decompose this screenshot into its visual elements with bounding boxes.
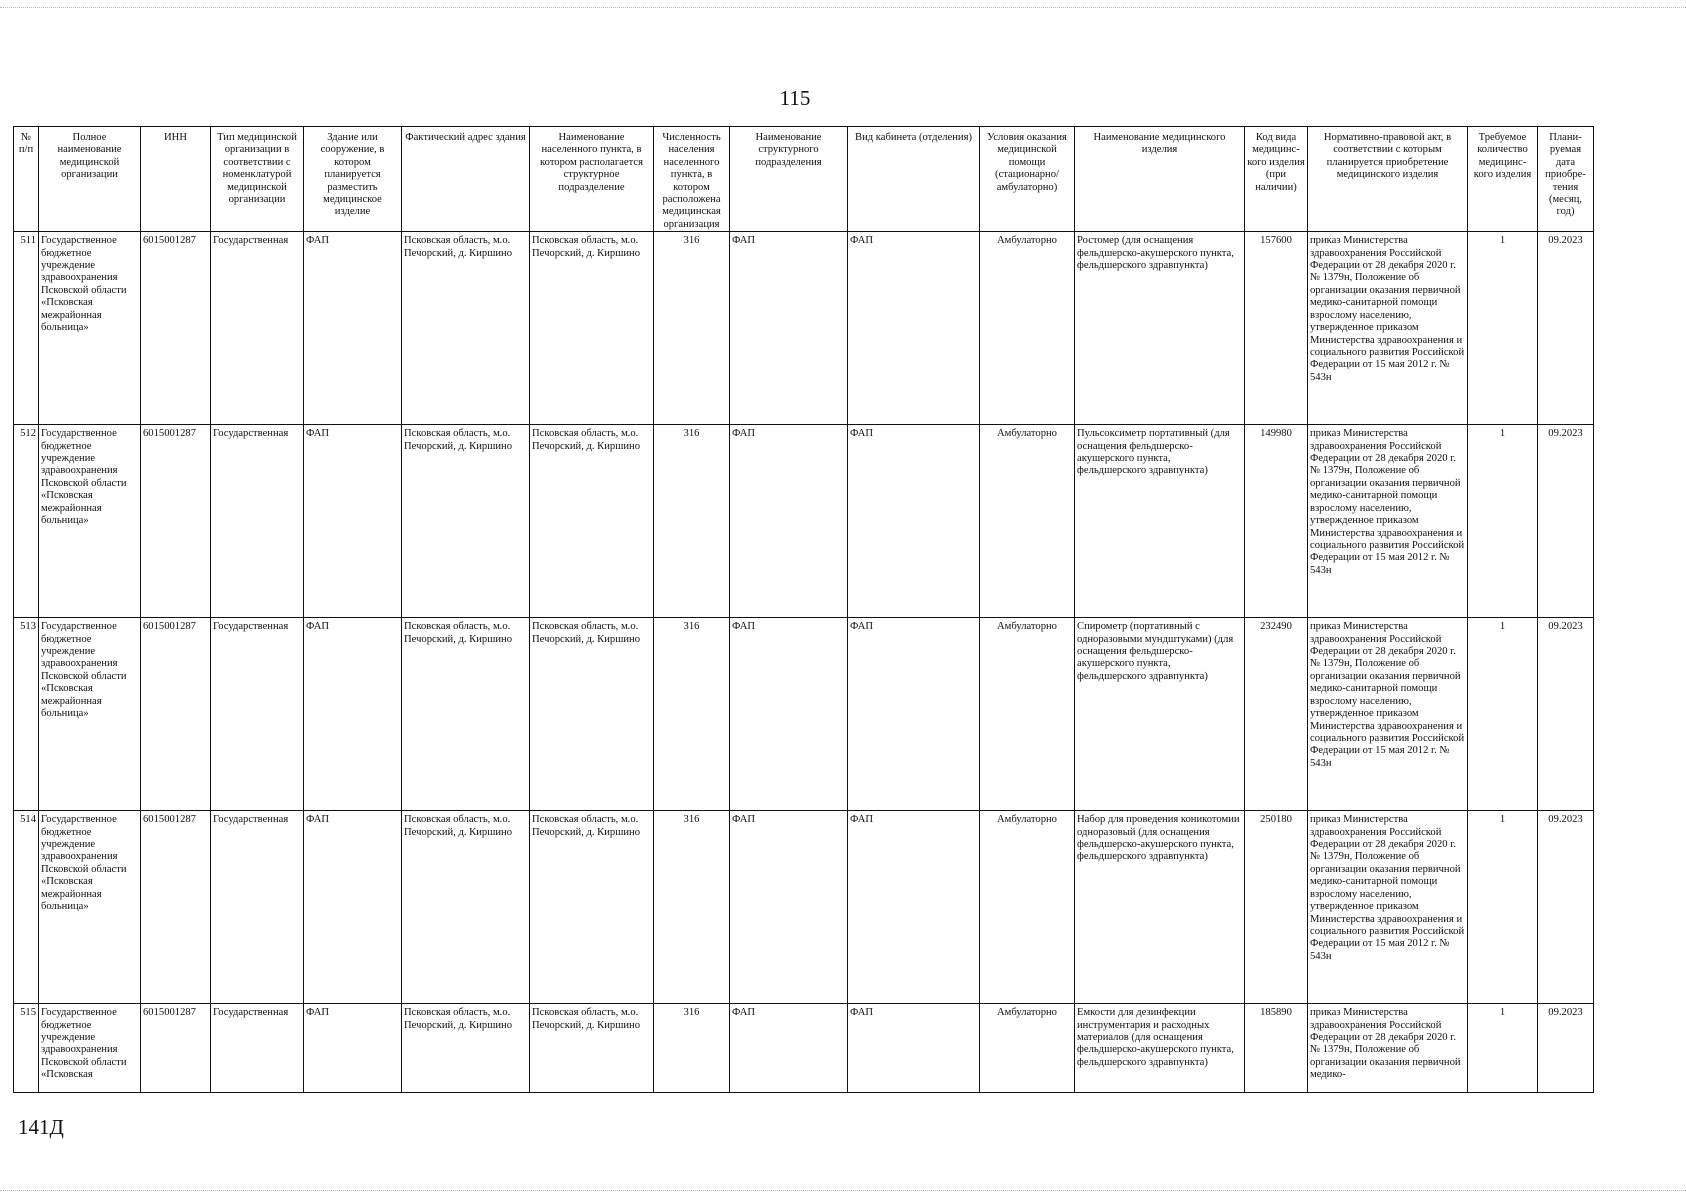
unit-cell: ФАП [730, 1004, 848, 1093]
population-cell: 316 [654, 232, 730, 425]
device-code-cell: 149980 [1245, 425, 1308, 618]
org-type-cell: Государственная [211, 232, 304, 425]
header-cell: ИНН [141, 127, 211, 232]
device-cell: Набор для проведения коникотомии одноразовый (для оснащения фельдшерско-акушерского пункта, фельдшерского здравпункта) [1075, 811, 1245, 1004]
quantity-cell: 1 [1468, 1004, 1538, 1093]
cabinet-cell: ФАП [848, 811, 980, 1004]
header-cell: Численность населения населенного пункта, в котором расположена медицинская организация [654, 127, 730, 232]
unit-cell: ФАП [730, 618, 848, 811]
cabinet-cell: ФАП [848, 425, 980, 618]
org-name-cell: Государственное бюджетное учреждение здравоохранения Псковской области «Псковская межрайонная больница» [39, 232, 141, 425]
header-cell: Вид кабинета (отделения) [848, 127, 980, 232]
conditions-cell: Амбулаторно [980, 1004, 1075, 1093]
building-cell: ФАП [304, 618, 402, 811]
table-row [14, 425, 1594, 618]
inn-cell: 6015001287 [141, 425, 211, 618]
header-cell: Наименование медицинского изделия [1075, 127, 1245, 232]
locality-cell: Псковская область, м.о. Печорский, д. Киршино [530, 232, 654, 425]
device-code-cell: 250180 [1245, 811, 1308, 1004]
locality-cell: Псковская область, м.о. Печорский, д. Киршино [530, 811, 654, 1004]
row-number-cell: 512 [14, 425, 39, 618]
legal-act-cell: приказ Министерства здравоохранения Российской Федерации от 28 декабря 2020 г. № 1379н, Положение об организации оказания первичной медико-санитарной помощи взрослому населению, утвержденное приказом Министерства здравоохранения и социального развития Российской Федерации от 15 мая 2012 г. № 543н [1308, 811, 1468, 1004]
row-number-cell: 514 [14, 811, 39, 1004]
header-cell: № п/п [14, 127, 39, 232]
cabinet-cell: ФАП [848, 232, 980, 425]
equipment-table [13, 126, 1594, 1093]
org-name-cell: Государственное бюджетное учреждение здравоохранения Псковской области «Псковская межрайонная больница» [39, 618, 141, 811]
date-cell: 09.2023 [1538, 232, 1594, 425]
row-number-cell: 515 [14, 1004, 39, 1093]
conditions-cell: Амбулаторно [980, 232, 1075, 425]
date-cell: 09.2023 [1538, 618, 1594, 811]
date-cell: 09.2023 [1538, 1004, 1594, 1093]
table-row [14, 811, 1594, 1004]
address-cell: Псковская область, м.о. Печорский, д. Киршино [402, 1004, 530, 1093]
org-type-cell: Государственная [211, 811, 304, 1004]
header-cell: Нормативно-правовой акт, в соответствии с которым планируется приобретение медицинского изделия [1308, 127, 1468, 232]
population-cell: 316 [654, 618, 730, 811]
scan-edge-bottom [0, 1190, 1686, 1192]
legal-act-cell: приказ Министерства здравоохранения Российской Федерации от 28 декабря 2020 г. № 1379н, Положение об организации оказания первичной медико-санитарной помощи взрослому населению, утвержденное приказом Министерства здравоохранения и социального развития Российской Федерации от 15 мая 2012 г. № 543н [1308, 232, 1468, 425]
scan-edge-top [0, 0, 1686, 8]
unit-cell: ФАП [730, 425, 848, 618]
device-code-cell: 232490 [1245, 618, 1308, 811]
unit-cell: ФАП [730, 232, 848, 425]
cabinet-cell: ФАП [848, 1004, 980, 1093]
device-cell: Спирометр (портативный с одноразовыми мундштуками) (для оснащения фельдшерско-акушерского пункта, фельдшерского здравпункта) [1075, 618, 1245, 811]
conditions-cell: Амбулаторно [980, 811, 1075, 1004]
device-code-cell: 185890 [1245, 1004, 1308, 1093]
address-cell: Псковская область, м.о. Печорский, д. Киршино [402, 425, 530, 618]
quantity-cell: 1 [1468, 618, 1538, 811]
device-cell: Пульсоксиметр портативный (для оснащения фельдшерско-акушерского пункта, фельдшерского здравпункта) [1075, 425, 1245, 618]
inn-cell: 6015001287 [141, 811, 211, 1004]
document-code: 141Д [18, 1115, 64, 1139]
legal-act-cell: приказ Министерства здравоохранения Российской Федерации от 28 декабря 2020 г. № 1379н, Положение об организации оказания первичной медико-санитарной помощи взрослому населению, утвержденное приказом Министерства здравоохранения и социального развития Российской Федерации от 15 мая 2012 г. № 543н [1308, 618, 1468, 811]
date-cell: 09.2023 [1538, 811, 1594, 1004]
conditions-cell: Амбулаторно [980, 618, 1075, 811]
header-cell: Здание или сооружение, в котором планируется разместить медицинское изделие [304, 127, 402, 232]
quantity-cell: 1 [1468, 811, 1538, 1004]
org-name-cell: Государственное бюджетное учреждение здравоохранения Псковской области «Псковская [39, 1004, 141, 1093]
header-cell: Фактический адрес здания [402, 127, 530, 232]
inn-cell: 6015001287 [141, 1004, 211, 1093]
table-row [14, 1004, 1594, 1093]
quantity-cell: 1 [1468, 232, 1538, 425]
legal-act-cell: приказ Министерства здравоохранения Российской Федерации от 28 декабря 2020 г. № 1379н, Положение об организации оказания первичной медико- [1308, 1004, 1468, 1093]
header-cell: Полное наименование медицинской организации [39, 127, 141, 232]
cabinet-cell: ФАП [848, 618, 980, 811]
header-cell: Условия оказания медицинской помощи (стационарно/ амбулаторно) [980, 127, 1075, 232]
population-cell: 316 [654, 425, 730, 618]
header-cell: Тип медицинской организации в соответствии с номенклатурой медицинской организации [211, 127, 304, 232]
row-number-cell: 513 [14, 618, 39, 811]
row-number-cell: 511 [14, 232, 39, 425]
date-cell: 09.2023 [1538, 425, 1594, 618]
locality-cell: Псковская область, м.о. Печорский, д. Киршино [530, 425, 654, 618]
header-cell: Требуемое количество медицинс-кого изделия [1468, 127, 1538, 232]
device-cell: Емкости для дезинфекции инструментария и расходных материалов (для оснащения фельдшерско-акушерского пункта, фельдшерского здравпункта) [1075, 1004, 1245, 1093]
header-cell: Наименование структурного подразделения [730, 127, 848, 232]
table-header-row [14, 127, 1594, 232]
address-cell: Псковская область, м.о. Печорский, д. Киршино [402, 618, 530, 811]
building-cell: ФАП [304, 1004, 402, 1093]
unit-cell: ФАП [730, 811, 848, 1004]
org-name-cell: Государственное бюджетное учреждение здравоохранения Псковской области «Псковская межрайонная больница» [39, 425, 141, 618]
building-cell: ФАП [304, 811, 402, 1004]
org-type-cell: Государственная [211, 618, 304, 811]
page-number: 115 [779, 86, 811, 110]
building-cell: ФАП [304, 232, 402, 425]
address-cell: Псковская область, м.о. Печорский, д. Киршино [402, 811, 530, 1004]
table-row [14, 618, 1594, 811]
header-cell: Наименование населенного пункта, в котором располагается структурное подразделение [530, 127, 654, 232]
inn-cell: 6015001287 [141, 232, 211, 425]
population-cell: 316 [654, 811, 730, 1004]
org-name-cell: Государственное бюджетное учреждение здравоохранения Псковской области «Псковская межрайонная больница» [39, 811, 141, 1004]
locality-cell: Псковская область, м.о. Печорский, д. Киршино [530, 1004, 654, 1093]
locality-cell: Псковская область, м.о. Печорский, д. Киршино [530, 618, 654, 811]
table-row [14, 232, 1594, 425]
conditions-cell: Амбулаторно [980, 425, 1075, 618]
inn-cell: 6015001287 [141, 618, 211, 811]
legal-act-cell: приказ Министерства здравоохранения Российской Федерации от 28 декабря 2020 г. № 1379н, Положение об организации оказания первичной медико-санитарной помощи взрослому населению, утвержденное приказом Министерства здравоохранения и социального развития Российской Федерации от 15 мая 2012 г. № 543н [1308, 425, 1468, 618]
header-cell: Код вида медицинс-кого изделия (при наличии) [1245, 127, 1308, 232]
population-cell: 316 [654, 1004, 730, 1093]
device-cell: Ростомер (для оснащения фельдшерско-акушерского пункта, фельдшерского здравпункта) [1075, 232, 1245, 425]
device-code-cell: 157600 [1245, 232, 1308, 425]
building-cell: ФАП [304, 425, 402, 618]
org-type-cell: Государственная [211, 425, 304, 618]
quantity-cell: 1 [1468, 425, 1538, 618]
header-cell: Плани-руемая дата приобре-тения (месяц, год) [1538, 127, 1594, 232]
org-type-cell: Государственная [211, 1004, 304, 1093]
address-cell: Псковская область, м.о. Печорский, д. Киршино [402, 232, 530, 425]
